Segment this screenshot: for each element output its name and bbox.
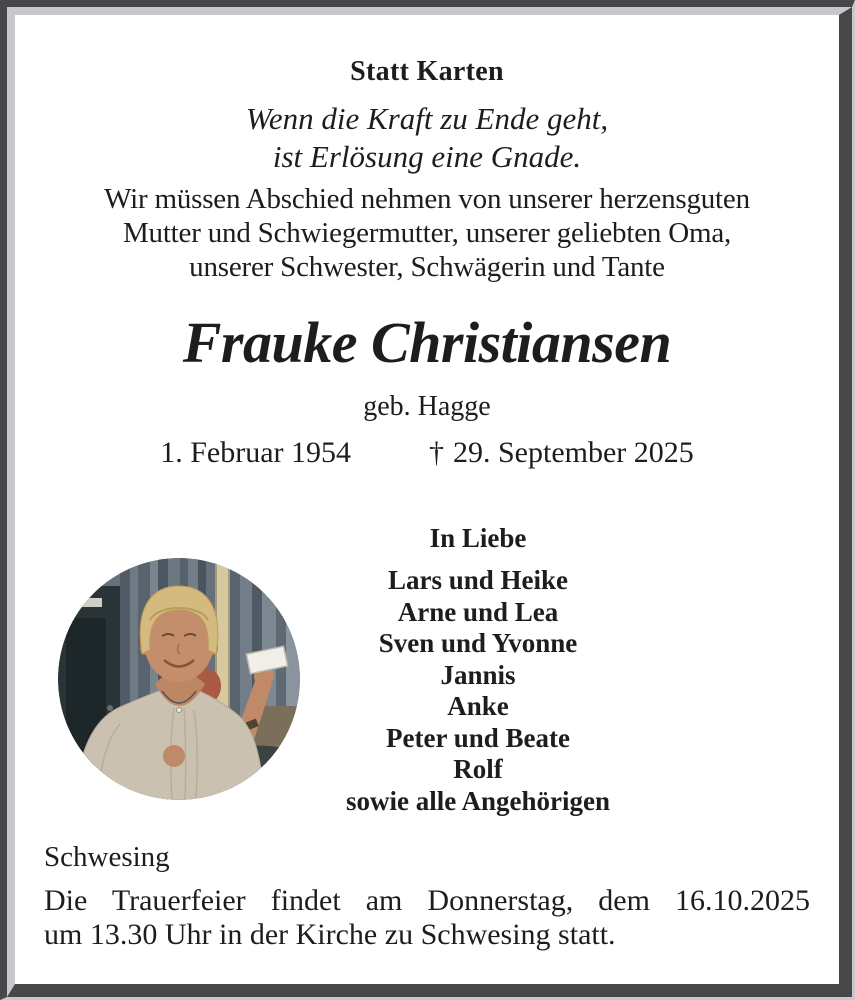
notice-content xyxy=(15,15,839,984)
mourner-line: Lars und Heike xyxy=(387,565,569,595)
quote-line-2: ist Erlösung eine Gnade. xyxy=(272,139,582,174)
notice-frame-inner xyxy=(7,7,852,997)
life-dates xyxy=(15,436,839,470)
memorial-quote xyxy=(15,100,839,176)
mourner-line: sowie alle Angehörigen xyxy=(346,785,610,816)
funeral-announcement-line-2: um 13.30 Uhr in der Kirche zu Schwesing statt. xyxy=(44,918,616,951)
mourner-line: Peter und Beate xyxy=(386,722,570,753)
funeral-announcement-line-1: Die Trauerfeier findet am Donnerstag, dem 16.10.2025 xyxy=(44,884,810,917)
mourners-names xyxy=(117,565,839,817)
mourner-line: Sven und Yvonne xyxy=(378,628,578,658)
intro-line-2: Mutter und Schwiegermutter, unserer geliebten Oma, xyxy=(122,217,732,249)
birth-date: 1. Februar 1954 xyxy=(160,436,351,469)
funeral-announcement xyxy=(44,884,810,952)
intro-line-1: Wir müssen Abschied nehmen von unserer herzensguten xyxy=(104,183,750,215)
mourner-line: Rolf xyxy=(453,754,503,784)
death-date-text: 29. September 2025 xyxy=(453,436,694,469)
mourning-section xyxy=(15,515,839,837)
intro-line-3: unserer Schwester, Schwägerin und Tante xyxy=(189,251,665,283)
mourner-line: Anke xyxy=(447,691,509,721)
maiden-name: geb. Hagge xyxy=(363,391,491,422)
mourners-block xyxy=(117,523,839,817)
death-date xyxy=(429,436,694,470)
mourner-line: Jannis xyxy=(440,659,516,690)
dagger-icon: † xyxy=(429,436,444,469)
mourning-salutation: In Liebe xyxy=(429,523,527,553)
quote-line-1: Wenn die Kraft zu Ende geht, xyxy=(245,101,609,136)
statt-karten-header: Statt Karten xyxy=(350,56,504,87)
mourner-line: Arne und Lea xyxy=(397,596,559,627)
farewell-intro xyxy=(15,182,839,284)
deceased-name: Frauke Christiansen xyxy=(182,310,672,375)
funeral-place: Schwesing xyxy=(44,841,170,873)
